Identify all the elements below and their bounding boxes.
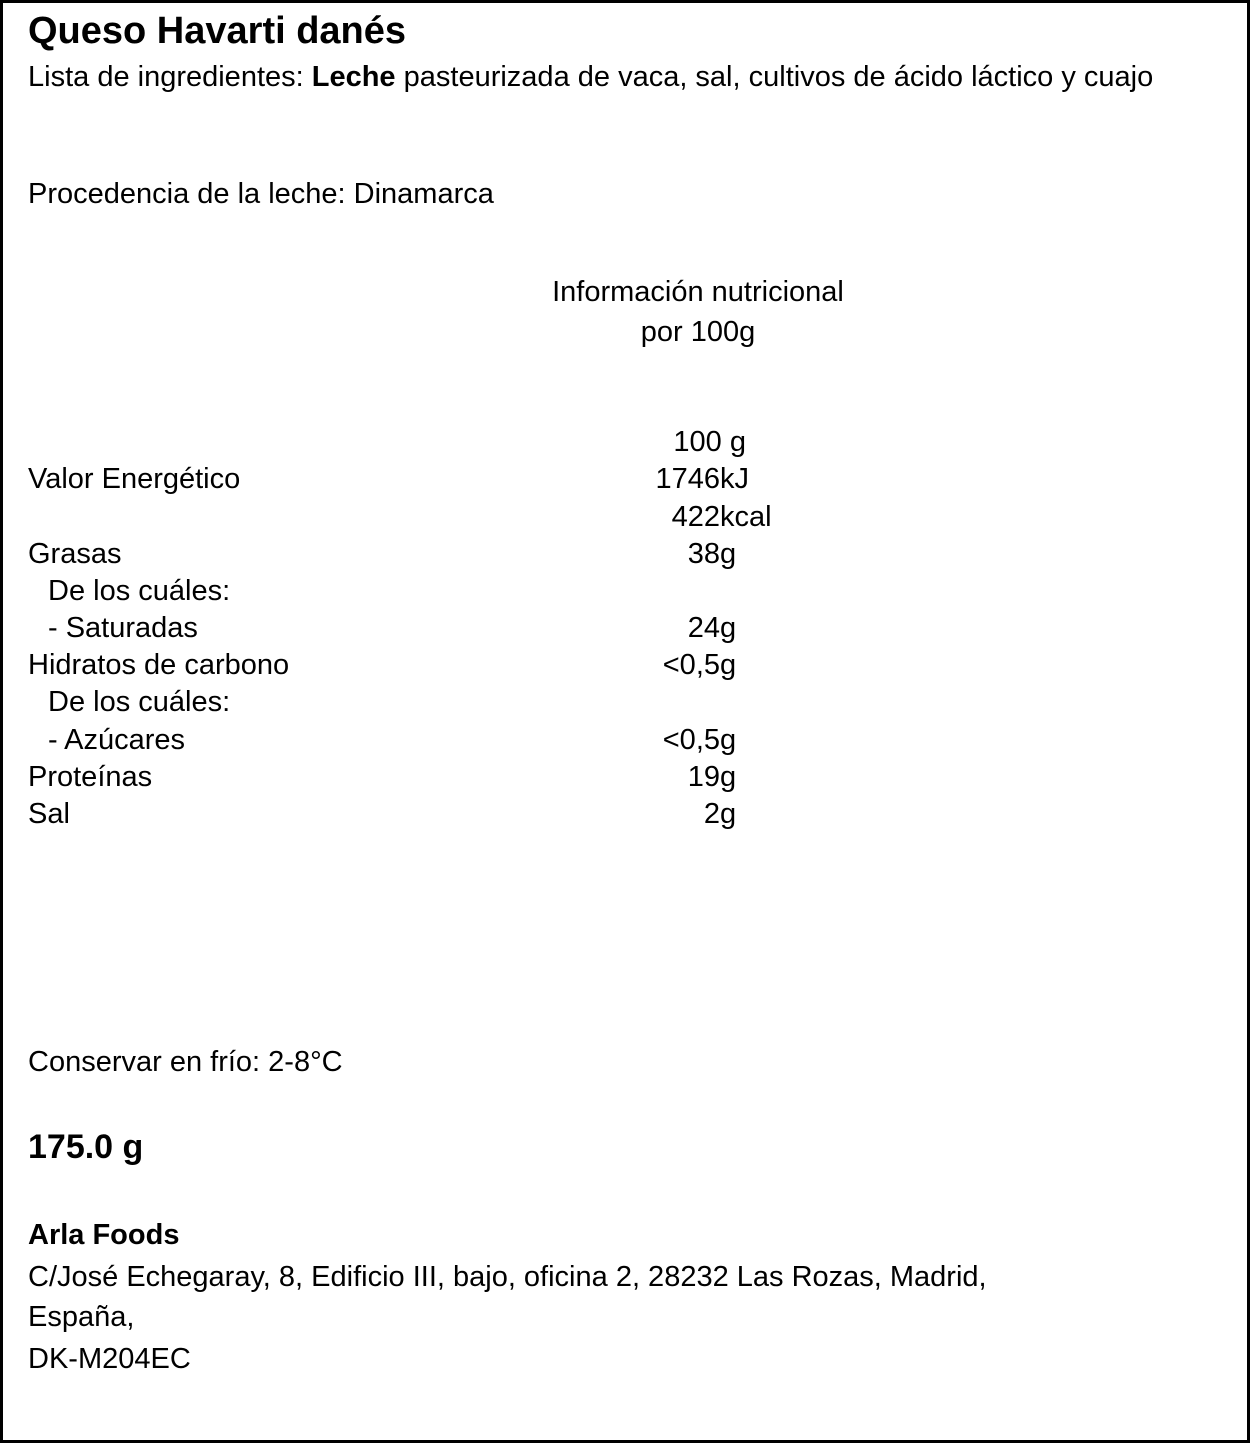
row-label: De los cuáles: xyxy=(48,686,231,718)
row-unit: kJ xyxy=(720,463,749,495)
ingredients-rest: pasteurizada de vaca, sal, cultivos de ácido láctico y cuajo xyxy=(395,61,1154,93)
row-unit: g xyxy=(720,538,737,570)
ingredients-list xyxy=(28,59,1218,95)
row-unit: g xyxy=(720,612,737,644)
row-value: 422 xyxy=(671,501,720,533)
manufacturer-address-line2: España, xyxy=(28,1301,135,1333)
manufacturer-name: Arla Foods xyxy=(28,1219,180,1251)
storage-instructions: Conservar en frío: 2-8°C xyxy=(28,1046,343,1078)
ingredients-allergen: Leche xyxy=(311,61,396,93)
row-label: - Azúcares xyxy=(48,724,185,756)
row-unit: g xyxy=(720,724,737,756)
row-value: 2 xyxy=(703,798,720,830)
net-weight: 175.0 g xyxy=(28,1128,144,1166)
row-label: Grasas xyxy=(28,538,122,570)
product-title: Queso Havarti danés xyxy=(28,10,407,52)
row-value: 24 xyxy=(687,612,720,644)
nutrition-subheading: por 100g xyxy=(640,316,756,348)
manufacturer-code: DK-M204EC xyxy=(28,1343,191,1375)
ingredients-prefix: Lista de ingredientes: xyxy=(28,61,312,93)
row-value: 1746 xyxy=(655,463,720,495)
milk-origin: Procedencia de la leche: Dinamarca xyxy=(28,178,494,210)
row-value: 38 xyxy=(687,538,720,570)
row-value: <0,5 xyxy=(662,724,720,756)
row-label: Proteínas xyxy=(28,761,153,793)
row-unit: g xyxy=(720,798,737,830)
row-label: Valor Energético xyxy=(28,463,241,495)
nutrition-heading: Información nutricional xyxy=(552,276,844,308)
row-label: Sal xyxy=(28,798,70,830)
manufacturer-address-line1: C/José Echegaray, 8, Edificio III, bajo, oficina 2, 28232 Las Rozas, Madrid, xyxy=(28,1261,987,1293)
row-value: <0,5 xyxy=(662,649,720,681)
row-unit: kcal xyxy=(720,501,772,533)
row-label: - Saturadas xyxy=(48,612,198,644)
nutrition-column-header: 100 g xyxy=(673,426,746,458)
row-label: De los cuáles: xyxy=(48,575,231,607)
row-label: Hidratos de carbono xyxy=(28,649,290,681)
row-value: 19 xyxy=(687,761,720,793)
row-unit: g xyxy=(720,761,737,793)
row-unit: g xyxy=(720,649,737,681)
